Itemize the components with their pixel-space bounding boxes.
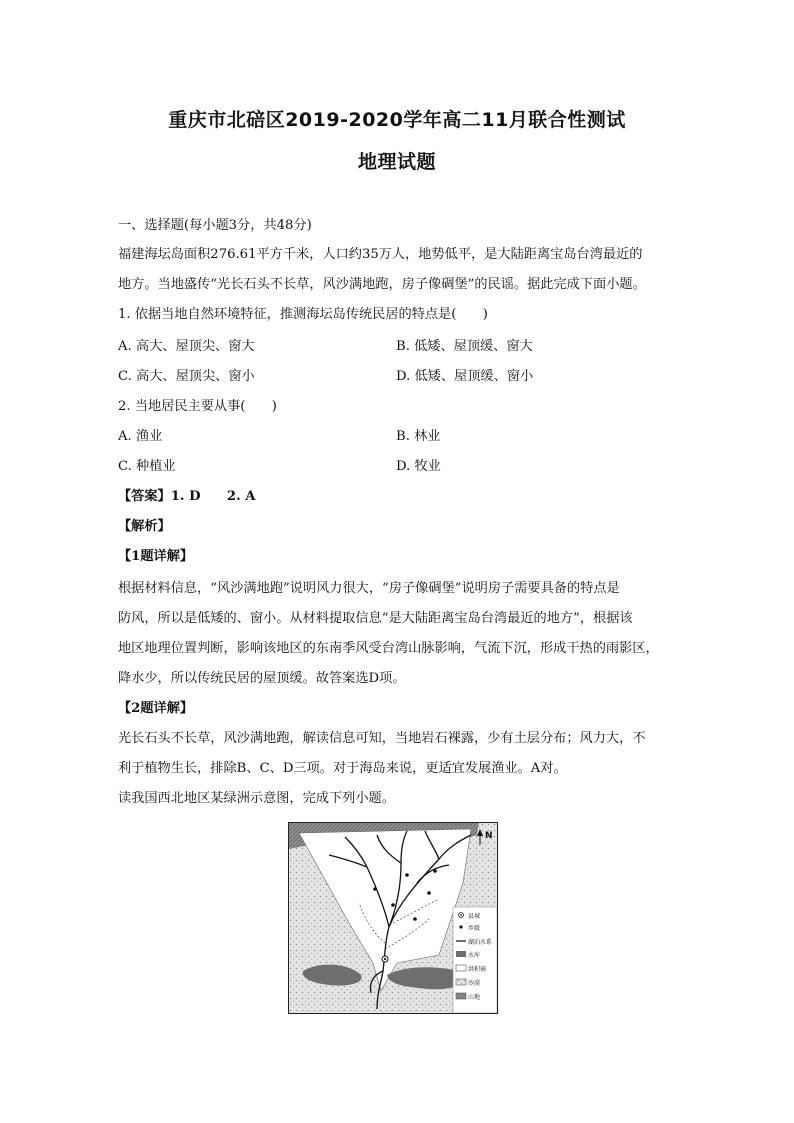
detail1-heading: 【1题详解】: [118, 549, 194, 564]
legend-mountain: 山地: [468, 994, 481, 1001]
detail1-line1: 根据材料信息，“风沙满地跑”说明风力很大，“房子像碉堡”说明房子需要具备的特点是: [118, 581, 620, 596]
legend-township: 乡级: [468, 925, 481, 932]
oasis-map: [288, 822, 498, 1014]
page-subtitle: 地理试题: [357, 151, 436, 173]
detail1-line2: 防风，所以是低矮的、窗小。从材料提取信息“是大陆距离宝岛台湾最近的地方”，根据该: [118, 611, 633, 626]
map-legend: [453, 907, 497, 1013]
oasis-map-svg: [289, 823, 497, 1013]
county-marker: [382, 956, 388, 962]
q2-option-b: B. 林业: [396, 429, 441, 444]
detail1-line4: 降水少，所以传统民居的屋顶缓。故答案选D项。: [118, 671, 406, 686]
detail2-heading: 【2题详解】: [118, 701, 194, 716]
q1-option-d: D. 低矮、屋顶缓、窗小: [396, 369, 534, 384]
material1-line1: 福建海坛岛面积276.61平方千米，人口约35万人，地势低平，是大陆距离宝岛台湾最近的: [118, 247, 643, 262]
q1-stem: 1. 依据当地自然环境特征，推测海坛岛传统民居的特点是( ): [118, 307, 488, 322]
answer-line: 【答案】1. D 2. A: [118, 489, 256, 504]
section-heading: 一、选择题(每小题3分，共48分): [118, 218, 312, 233]
legend-desert: 沙漠: [468, 980, 481, 987]
q1-option-c: C. 高大、屋顶尖、窗小: [118, 369, 255, 384]
material1-line2: 地方。当地盛传“光长石头不长草，风沙满地跑，房子像碉堡”的民谣。据此完成下面小题。: [118, 277, 646, 292]
q1-option-b: B. 低矮、屋顶缓、窗大: [396, 339, 533, 354]
detail2-line1: 光长石头不长草，风沙满地跑，解读信息可知，当地岩石裸露，少有土层分布；风力大，不: [118, 731, 646, 746]
detail2-line2: 利于植物生长，排除B、C、D三项。对于海岛来说，更适宜发展渔业。A对。: [118, 761, 567, 776]
page-title: 重庆市北碚区2019-2020学年高二11月联合性测试: [168, 109, 626, 131]
q2-option-a: A. 渔业: [118, 429, 163, 444]
material2-line: 读我国西北地区某绿洲示意图，完成下列小题。: [118, 791, 395, 806]
analysis-heading: 【解析】: [118, 519, 171, 534]
detail1-line3: 地区地理位置判断，影响该地区的东南季风受台湾山脉影响，气流下沉，形成干热的雨影区，: [118, 641, 659, 656]
legend-county: 县城: [468, 913, 481, 920]
q2-option-c: C. 种植业: [118, 459, 176, 474]
q2-stem: 2. 当地居民主要从事( ): [118, 399, 277, 414]
legend-rivers: 湖泊水系: [468, 939, 493, 946]
north-label: N: [485, 831, 493, 841]
q1-option-a: A. 高大、屋顶尖、窗大: [118, 339, 255, 354]
legend-fan: 洪积扇: [468, 966, 487, 973]
legend-reservoir: 水库: [468, 952, 481, 959]
q2-option-d: D. 牧业: [396, 459, 441, 474]
